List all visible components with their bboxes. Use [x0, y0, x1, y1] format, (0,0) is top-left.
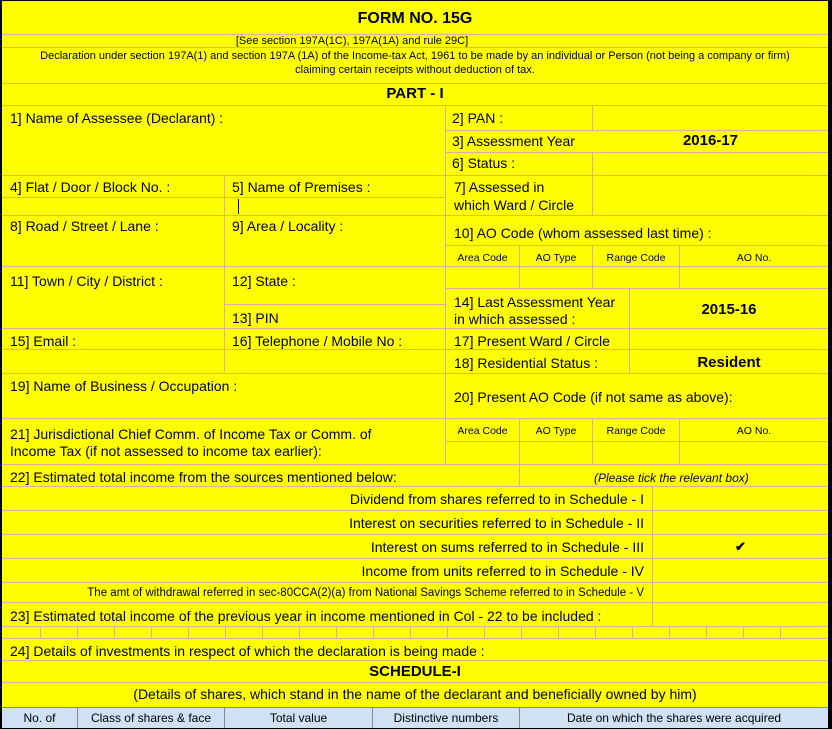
last-assessment-year-label-1: 14] Last Assessment Year	[454, 294, 616, 310]
assessed-ward-label-2: which Ward / Circle	[454, 197, 575, 213]
state-label: 12] State :	[232, 273, 296, 289]
text-cursor	[238, 199, 239, 214]
name-of-premises-label: 5] Name of Premises :	[232, 179, 371, 195]
source-units-checkbox[interactable]	[653, 559, 828, 582]
ao2-type-field[interactable]	[520, 442, 592, 464]
declaration-line-2: claiming certain receipts without deduction of tax.	[295, 64, 535, 76]
road-street-label: 8] Road / Street / Lane :	[10, 218, 159, 234]
col-distinctive-numbers: Distinctive numbers	[393, 711, 499, 725]
estimated-income-label: 22] Estimated total income from the sources mentioned below:	[10, 469, 397, 485]
assessed-ward-field[interactable]	[593, 176, 828, 215]
ao2-header-area-code: Area Code	[457, 425, 508, 437]
source-nss-label: The amt of withdrawal referred in sec-80CCA(2)(a) from National Savings Scheme referred to in Schedule - V	[87, 587, 644, 599]
pan-field[interactable]	[593, 106, 828, 130]
source-units-label: Income from units referred to in Schedule - IV	[361, 563, 644, 579]
present-ward-field[interactable]	[630, 329, 828, 349]
ao-header-range-code: Range Code	[606, 252, 666, 264]
status-field[interactable]	[593, 153, 828, 175]
ao2-header-ao-no: AO No.	[736, 425, 772, 437]
assessment-year-value[interactable]: 2016-17	[682, 132, 739, 149]
name-of-premises-field[interactable]	[225, 198, 445, 215]
col-class-of-shares: Class of shares & face	[90, 711, 212, 725]
present-ao-code-label: 20] Present AO Code (if not same as above):	[454, 389, 733, 405]
assessed-ward-label-1: 7] Assessed in	[454, 179, 545, 195]
assessment-year-label: 3] Assessment Year	[452, 133, 575, 149]
pan-label: 2] PAN :	[452, 110, 504, 126]
col-total-value: Total value	[269, 711, 328, 725]
name-of-assessee-label: 1] Name of Assessee (Declarant) :	[10, 110, 224, 126]
investment-details-label: 24] Details of investments in respect of which the declaration is being made :	[10, 643, 485, 659]
estimated-total-income-label: 23] Estimated total income of the previous year in income mentioned in Col - 22 to be included :	[10, 608, 602, 624]
town-city-label: 11] Town / City / District :	[10, 273, 163, 289]
schedule-subtitle: (Details of shares, which stand in the name of the declarant and beneficially owned by him)	[133, 686, 697, 702]
pin-field[interactable]	[292, 305, 445, 328]
source-securities-checkbox[interactable]	[653, 511, 828, 534]
ao-code-label: 10] AO Code (whom assessed last time) :	[454, 225, 712, 241]
email-label: 15] Email :	[10, 333, 77, 349]
estimated-total-income-field[interactable]	[653, 603, 828, 626]
source-sums-label: Interest on sums referred to in Schedule - III	[370, 539, 644, 555]
residential-status-label: 18] Residential Status :	[454, 355, 598, 371]
declaration-line-1: Declaration under section 197A(1) and section 197A (1A) of the Income-tax Act, 1961 to be made by an individual or Person (not being a company or firm)	[40, 50, 790, 62]
status-label: 6] Status :	[452, 155, 516, 171]
ao-range-code-field[interactable]	[593, 267, 679, 288]
ao-header-ao-no: AO No.	[736, 252, 772, 264]
jurisdictional-label-2: Income Tax (if not assessed to income tax earlier):	[10, 443, 322, 459]
tick-note: (Please tick the relevant box)	[594, 471, 749, 485]
ao-type-field[interactable]	[520, 267, 592, 288]
part-heading: PART - I	[386, 85, 444, 102]
ao2-header-ao-type: AO Type	[535, 425, 577, 437]
ao2-range-code-field[interactable]	[593, 442, 679, 464]
check-mark-icon: ✔	[735, 539, 746, 554]
source-nss-checkbox[interactable]	[653, 583, 828, 602]
see-section-text: [See section 197A(1C), 197A(1A) and rule 29C]	[235, 35, 469, 47]
ao-no-field[interactable]	[680, 267, 828, 288]
residential-status-value[interactable]: Resident	[697, 354, 761, 371]
ao2-area-code-field[interactable]	[446, 442, 519, 464]
col-date-acquired: Date on which the shares were acquired	[566, 711, 782, 725]
last-assessment-year-label-2: in which assessed :	[454, 311, 576, 327]
name-of-assessee-field[interactable]	[2, 129, 444, 174]
jurisdictional-label-1: 21] Jurisdictional Chief Comm. of Income Tax or Comm. of	[10, 426, 372, 442]
source-securities-label: Interest on securities referred to in Schedule - II	[349, 515, 644, 531]
form-title: FORM NO. 15G	[357, 10, 473, 27]
flat-door-label: 4] Flat / Door / Block No. :	[10, 179, 171, 195]
schedule-title: SCHEDULE-I	[369, 663, 461, 680]
ao-header-area-code: Area Code	[457, 252, 508, 264]
ao2-header-range-code: Range Code	[606, 425, 666, 437]
source-dividend-label: Dividend from shares referred to in Schedule - I	[349, 491, 644, 507]
last-assessment-year-value[interactable]: 2015-16	[701, 301, 757, 318]
form-15g-sheet	[2, 1, 828, 728]
flat-door-field[interactable]	[2, 198, 224, 215]
source-sums-checkbox[interactable]	[653, 535, 828, 558]
business-occupation-label: 19] Name of Business / Occupation :	[10, 378, 238, 394]
telephone-label: 16] Telephone / Mobile No :	[232, 333, 403, 349]
col-no-of: No. of	[23, 711, 56, 725]
ao-area-code-field[interactable]	[446, 267, 519, 288]
present-ward-label: 17] Present Ward / Circle	[454, 333, 610, 349]
pin-label: 13] PIN	[232, 310, 279, 326]
source-dividend-checkbox[interactable]	[653, 487, 828, 510]
ao-header-ao-type: AO Type	[535, 252, 577, 264]
ao2-no-field[interactable]	[680, 442, 828, 464]
area-locality-label: 9] Area / Locality :	[232, 218, 344, 234]
